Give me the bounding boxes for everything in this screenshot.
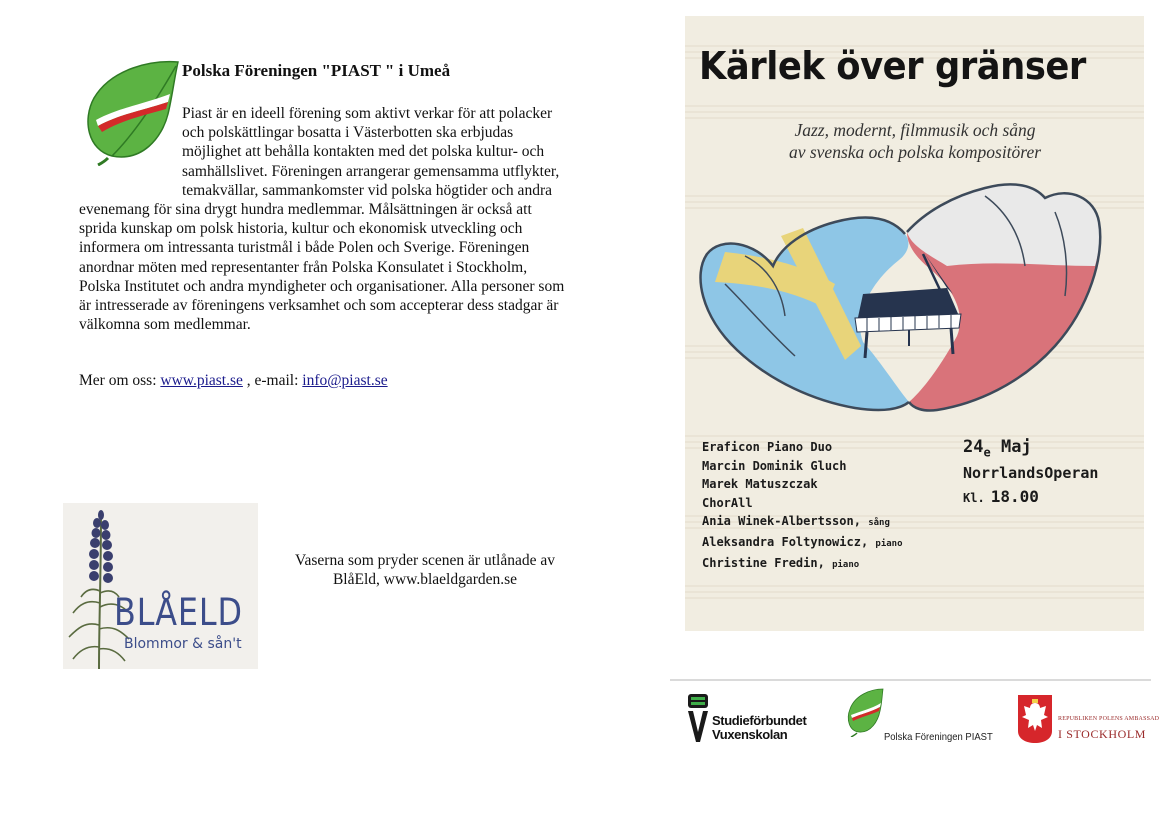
performer-list [702, 438, 903, 574]
sponsor-divider [670, 679, 1151, 681]
email-prefix: , e-mail: [242, 372, 303, 389]
contact-prefix: Mer om oss: [79, 372, 161, 389]
performer-item [702, 494, 903, 513]
date-month: Maj [990, 437, 1032, 457]
polish-eagle-emblem-icon [1018, 695, 1052, 743]
piast-description [79, 104, 569, 334]
performer-name: Aleksandra Foltynowicz, [702, 534, 869, 549]
website-link[interactable]: www.piast.se [160, 372, 243, 389]
performer-name: Eraficon Piano Duo [702, 440, 833, 454]
studieforbundet-line2: Vuxenskolan [712, 727, 788, 742]
vase-credit-note [270, 551, 580, 589]
date-day: 24 [963, 437, 984, 457]
studieforbundet-logo-icon [688, 694, 710, 742]
performer-role: piano [832, 559, 860, 570]
performer-item [702, 512, 903, 533]
date-suffix: e [983, 445, 991, 460]
performer-name: ChorAll [702, 495, 753, 510]
performer-name: Marek Matuszczak [702, 477, 818, 492]
embassy-name-line2: I STOCKHOLM [1058, 727, 1147, 741]
performer-role: piano [875, 538, 903, 549]
poster-subtitle-line1: Jazz, modernt, filmmusik och sång [794, 120, 1036, 140]
studieforbundet-line1: Studieförbundet [712, 713, 807, 728]
performer-item [702, 554, 903, 575]
piast-description-text: Piast är en ideell förening som aktivt verkar för att polacker och polskättlingar bosatta i Västerbotten ska erbjudas möjlighet att behålla kontakten med det polska kultur- och samhällslivet. Föreningen arrangerar gemensamma utflykter, temakvällar, sammankomster vid polska högtider och andra evenemang för sina drygt hundra medlemmar. Målsättningen är också att sprida kunskap om polsk historia, kultur och ekonomisk utveckling och informera om intressanta turistmål i både Polen och Sverige. Föreningen anordnar möten med representanter från Polska Konsulatet i Stockholm, Polska Institutet och andra myndigheter och organisationer. Alla personer som är intresserade av föreningens verksamhet och som accepterar dess stadgar är välkomna som medlemmar. [79, 105, 565, 334]
concert-venue: NorrlandsOperan [963, 464, 1099, 482]
vase-credit-line2: BlåEld, www.blaeldgarden.se [332, 571, 518, 589]
vase-credit-line1: Vaserna som pryder scenen är utlånade av [295, 552, 555, 569]
piast-sponsor-name: Polska Föreningen PIAST [884, 731, 993, 743]
performer-item [702, 457, 903, 476]
performer-role: sång [868, 518, 890, 529]
time-prefix: Kl. [963, 491, 985, 505]
piast-small-leaf-icon [845, 687, 885, 737]
performer-item [702, 475, 903, 494]
performer-item [702, 438, 903, 457]
poster-subtitle-line2: av svenska och polska kompositörer [788, 142, 1042, 162]
blaeld-tagline: Blommor & sån't [124, 636, 242, 652]
studieforbundet-name [712, 714, 806, 742]
performer-name: Marcin Dominik Gluch [702, 458, 847, 473]
poster-title: Kärlek över gränser [699, 44, 1086, 88]
performer-name: Christine Fredin, [702, 555, 825, 570]
piast-title: Polska Föreningen "PIAST " i Umeå [182, 61, 451, 80]
email-link[interactable]: info@piast.se [302, 372, 388, 389]
concert-date [963, 437, 1032, 459]
blaeld-wordmark: BLÅELD [114, 591, 243, 634]
contact-line [79, 372, 388, 390]
performer-name: Ania Winek-Albertsson, [702, 514, 861, 529]
time-value: 18.00 [990, 487, 1039, 506]
concert-time [963, 487, 1039, 506]
performer-item [702, 533, 903, 554]
embassy-name-line1: REPUBLIKEN POLENS AMBASSAD [1058, 716, 1160, 722]
